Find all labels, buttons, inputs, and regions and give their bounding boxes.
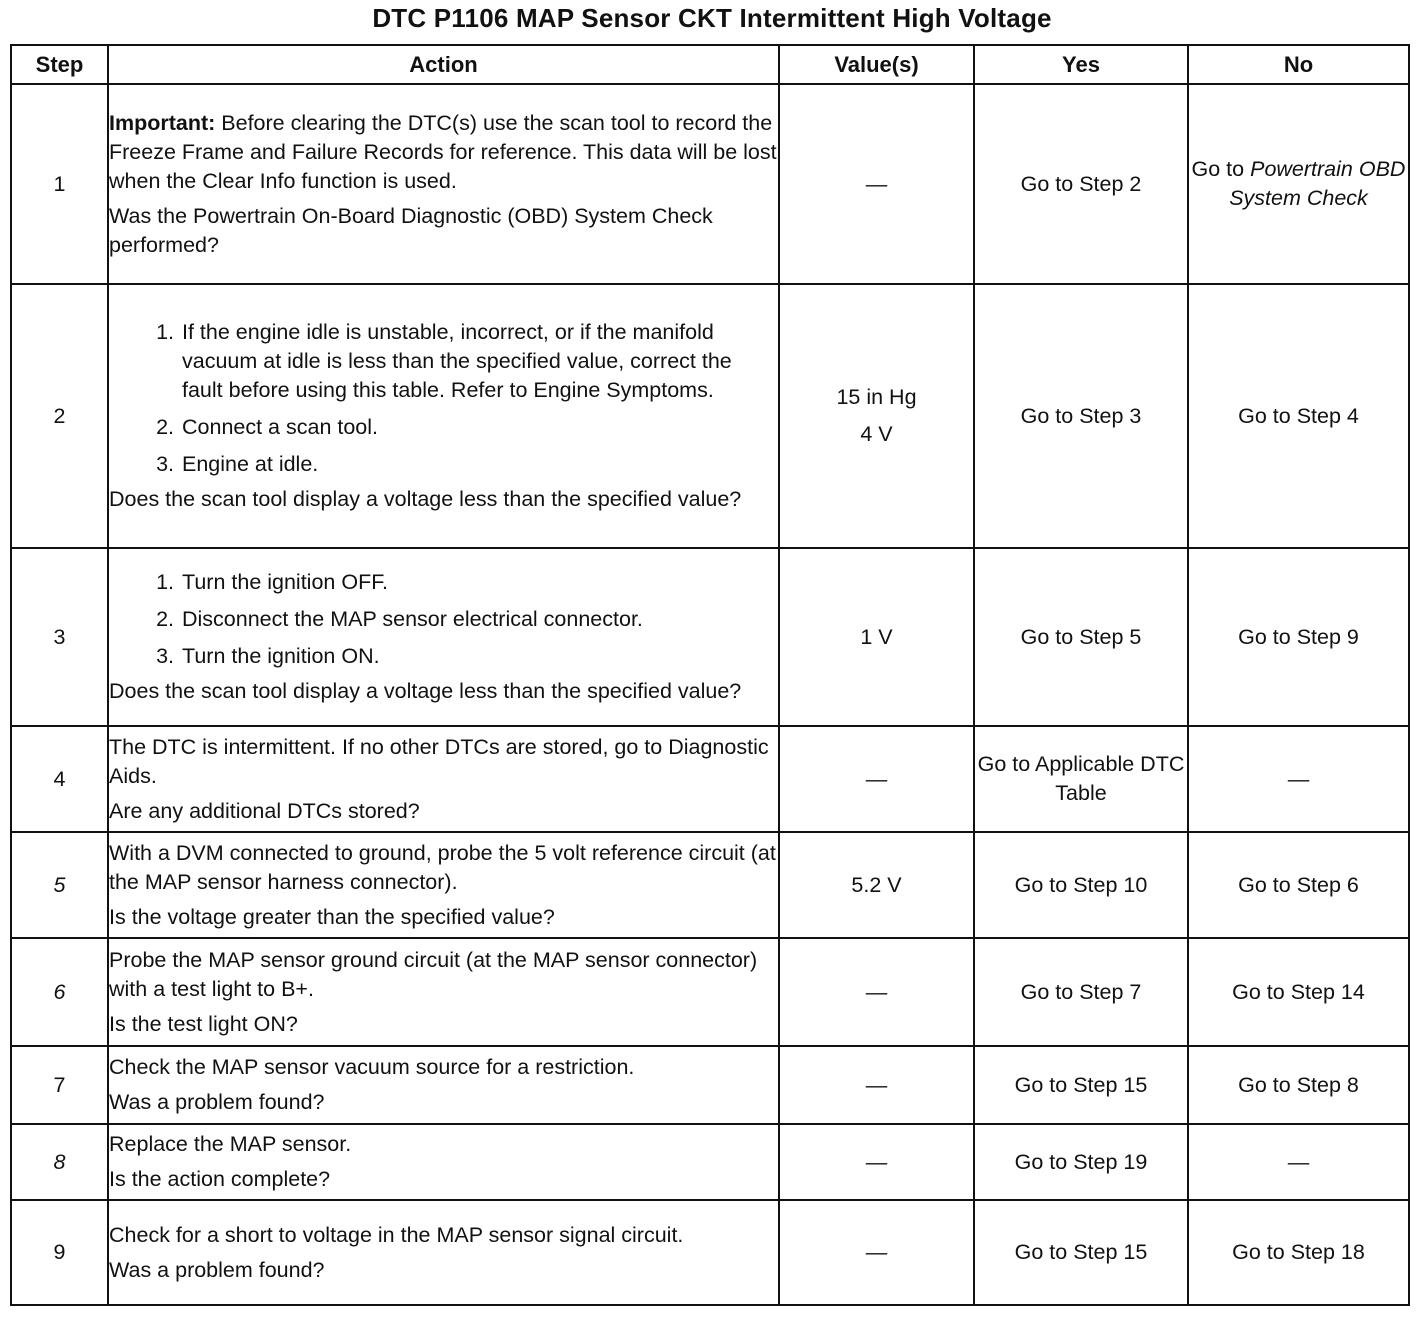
table-row: [11, 548, 1409, 726]
table-row: [11, 84, 1409, 284]
step-number: 5: [11, 832, 108, 938]
table-row: [11, 832, 1409, 938]
action-question: Was the Powertrain On-Board Diagnostic (OBD) System Check performed?: [109, 203, 713, 257]
no-cell: Go to Step 8: [1188, 1046, 1409, 1124]
action-text: Check for a short to voltage in the MAP sensor signal circuit.: [109, 1222, 684, 1247]
yes-cell: Go to Step 15: [974, 1200, 1188, 1305]
table-row: [11, 1124, 1409, 1200]
yes-cell: Go to Step 2: [974, 84, 1188, 284]
list-item: 3. Turn the ignition ON.: [156, 644, 380, 668]
value-cell: —: [779, 1046, 974, 1124]
action-cell: [108, 726, 779, 832]
no-link-text: Powertrain OBD System Check: [1229, 157, 1406, 210]
no-cell: Go to Powertrain OBD System Check: [1188, 84, 1409, 284]
list-item: 1. Turn the ignition OFF.: [156, 570, 388, 594]
action-cell: [108, 548, 779, 726]
value-cell: —: [779, 726, 974, 832]
action-text: The DTC is intermittent. If no other DTCs are stored, go to Diagnostic Aids.: [109, 734, 769, 788]
step-number: 9: [11, 1200, 108, 1305]
header-action: Action: [108, 45, 779, 84]
step-number: 1: [11, 84, 108, 284]
yes-cell: Go to Step 19: [974, 1124, 1188, 1200]
value-cell: —: [779, 1200, 974, 1305]
header-row: [11, 45, 1409, 84]
no-cell: Go to Step 14: [1188, 938, 1409, 1046]
action-list: [109, 318, 778, 479]
no-cell: Go to Step 4: [1188, 284, 1409, 548]
action-question: Does the scan tool display a voltage less than the specified value?: [109, 487, 742, 511]
header-no: No: [1188, 45, 1409, 84]
value-line: 4 V: [860, 422, 893, 446]
value-cell: 5.2 V: [779, 832, 974, 938]
table-row: [11, 1200, 1409, 1305]
value-cell: 1 V: [779, 548, 974, 726]
step-number: 2: [11, 284, 108, 548]
action-question: Is the voltage greater than the specified value?: [109, 904, 555, 929]
no-cell: Go to Step 9: [1188, 548, 1409, 726]
table-row: [11, 938, 1409, 1046]
action-question: Is the action complete?: [109, 1167, 331, 1191]
table-row: [11, 726, 1409, 832]
yes-cell: Go to Applicable DTC Table: [974, 726, 1188, 832]
action-list: [109, 568, 778, 671]
value-cell: —: [779, 84, 974, 284]
yes-cell: Go to Step 3: [974, 284, 1188, 548]
header-values: Value(s): [779, 45, 974, 84]
action-question: Is the test light ON?: [109, 1011, 298, 1036]
action-cell: [108, 84, 779, 284]
no-cell: Go to Step 6: [1188, 832, 1409, 938]
action-question: Was a problem found?: [109, 1090, 325, 1114]
step-number: 7: [11, 1046, 108, 1124]
list-item: 2. Connect a scan tool.: [156, 415, 379, 439]
list-item: 2. Disconnect the MAP sensor electrical connector.: [156, 607, 643, 631]
diagnostic-table: [10, 44, 1410, 1306]
value-cell: —: [779, 938, 974, 1046]
list-item: 1. If the engine idle is unstable, incorrect, or if the manifold vacuum at idle is less than the specified value, correct the fault before using this table. Refer to Engine Symptoms.: [156, 320, 732, 402]
yes-cell: Go to Step 10: [974, 832, 1188, 938]
no-cell: Go to Step 18: [1188, 1200, 1409, 1305]
value-cell: [779, 284, 974, 548]
action-question: Does the scan tool display a voltage less than the specified value?: [109, 679, 742, 703]
step-number: 6: [11, 938, 108, 1046]
action-cell: [108, 1124, 779, 1200]
yes-cell: Go to Step 7: [974, 938, 1188, 1046]
header-step: Step: [11, 45, 108, 84]
table-row: [11, 284, 1409, 548]
page-title: DTC P1106 MAP Sensor CKT Intermittent High Voltage: [372, 3, 1052, 33]
no-cell: —: [1188, 726, 1409, 832]
yes-cell: Go to Step 15: [974, 1046, 1188, 1124]
action-cell: [108, 832, 779, 938]
action-text: Check the MAP sensor vacuum source for a restriction.: [109, 1055, 635, 1079]
action-text: Replace the MAP sensor.: [109, 1132, 352, 1156]
action-text: Probe the MAP sensor ground circuit (at the MAP sensor connector) with a test light to B+.: [109, 947, 758, 1001]
action-cell: [108, 938, 779, 1046]
value-line: 15 in Hg: [836, 385, 917, 409]
step-number: 3: [11, 548, 108, 726]
header-yes: Yes: [974, 45, 1188, 84]
action-text: Important: Before clearing the DTC(s) use the scan tool to record the Freeze Frame and Failure Records for reference. This data will be lost when the Clear Info function is used.: [109, 110, 777, 193]
action-cell: [108, 1046, 779, 1124]
action-question: Are any additional DTCs stored?: [109, 798, 420, 823]
action-question: Was a problem found?: [109, 1257, 325, 1282]
action-cell: [108, 284, 779, 548]
important-label: Important:: [109, 110, 216, 135]
value-cell: —: [779, 1124, 974, 1200]
step-number: 8: [11, 1124, 108, 1200]
step-number: 4: [11, 726, 108, 832]
table-row: [11, 1046, 1409, 1124]
list-item: 3. Engine at idle.: [156, 452, 319, 476]
yes-cell: Go to Step 5: [974, 548, 1188, 726]
action-text: With a DVM connected to ground, probe the 5 volt reference circuit (at the MAP sensor harness connector).: [109, 840, 776, 894]
action-cell: [108, 1200, 779, 1305]
no-cell: —: [1188, 1124, 1409, 1200]
